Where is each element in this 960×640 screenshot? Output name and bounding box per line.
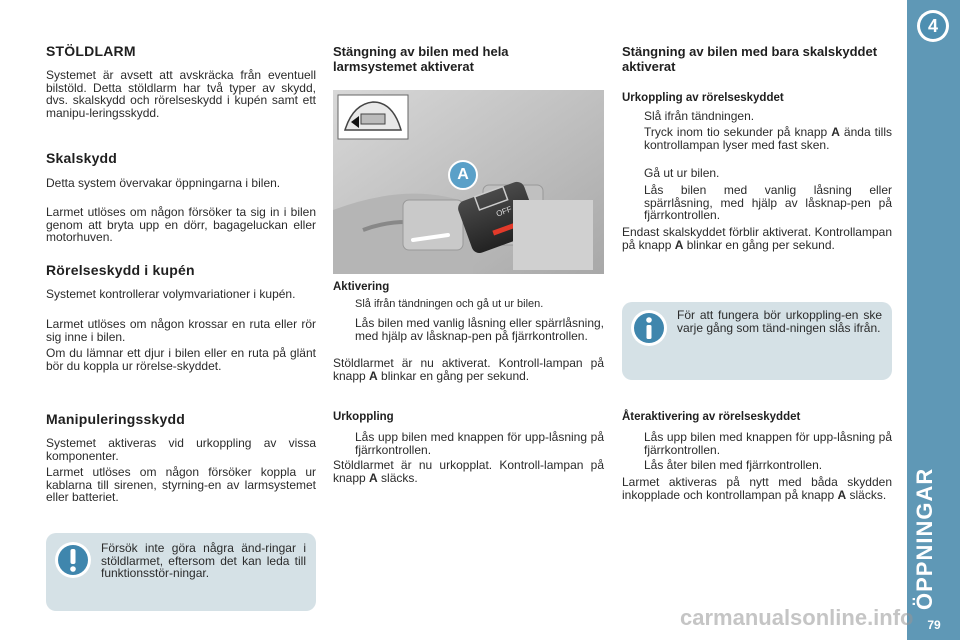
aktivering-heading: Aktivering <box>333 281 390 293</box>
urk-b3: Gå ut ur bilen. <box>644 166 720 180</box>
urk-b4: Lås bilen med vanlig låsning eller spärrlåsning, med hjälp av låsknap-pen på fjärrkontrollen. <box>644 183 892 222</box>
col3-title: Stängning av bilen med bara skalskyddet aktiverat <box>622 44 878 74</box>
urk-heading: Urkoppling av rörelseskyddet <box>622 92 784 104</box>
text: släcks. <box>377 470 418 485</box>
list-item <box>622 126 892 151</box>
text: Stöldlarmet är nu aktiverat. Kontroll-lampan på knapp <box>333 356 604 383</box>
list-item <box>622 431 892 456</box>
info-box <box>622 302 892 380</box>
list-item <box>333 317 604 342</box>
chapter-badge <box>917 10 949 42</box>
skalskydd-heading: Skalskydd <box>46 150 118 166</box>
manip-p2: Larmet utlöses om någon försöker koppla ur kablarna till sirenen, styrning-en av larmsystemet eller batteriet. <box>46 465 316 504</box>
warning-box <box>46 533 316 611</box>
skalskydd-p2: Larmet utlöses om någon försöker ta sig in i bilen genom att bryta upp en dörr, bagageluckan eller motorhuven. <box>46 205 316 244</box>
button-ref: A <box>831 125 840 139</box>
info-text: För att fungera bör urkoppling-en ske varje gång som tänd-ningen slås ifrån. <box>677 308 882 335</box>
list-item <box>622 167 892 180</box>
bullet-icon <box>622 431 644 456</box>
watermark: carmanualsonline.info <box>680 605 914 630</box>
intro-text: Systemet är avsett att avskräcka från eventuell bilstöld. Detta stöldlarm har två typer av skydd, dvs. skalskydd och rörelseskydd i kupén samt ett manipu-leringsskydd. <box>46 68 316 120</box>
text: Stöldlarmet är nu urkopplat. Kontroll-lampan på knapp <box>333 458 604 485</box>
ater-b1: Lås upp bilen med knappen för upp-låsning på fjärrkontrollen. <box>644 430 892 457</box>
bullet-icon <box>333 317 355 342</box>
chapter-title <box>912 450 952 610</box>
ater-b2: Lås åter bilen med fjärrkontrollen. <box>644 458 823 472</box>
list-item <box>622 110 892 123</box>
aktivering-p1 <box>333 357 604 382</box>
off-label: OFF <box>494 204 514 219</box>
button-ref: A <box>837 487 847 502</box>
bullet-icon <box>622 167 644 180</box>
warning-text: Försök inte göra några änd-ringar i stöldlarmet, eftersom det kan leda till funktionsstör-ningar. <box>101 541 306 580</box>
ater-p1 <box>622 476 892 501</box>
urkoppling-heading: Urkoppling <box>333 411 394 423</box>
chapter-title-text: ÖPPNINGAR <box>912 467 937 610</box>
text: ända tills kontrollampan lyser med fast sken. <box>644 125 892 152</box>
text: Larmet aktiveras på nytt med båda skydden inkopplade och kontrollampan på knapp <box>622 475 892 502</box>
rorelse-heading: Rörelseskydd i kupén <box>46 262 195 278</box>
text: blinkar en gång per sekund. <box>377 368 530 383</box>
rorelse-p1: Systemet kontrollerar volymvariationer i kupén. <box>46 287 296 301</box>
bullet-icon <box>622 184 644 222</box>
skalskydd-p1: Detta system övervakar öppningarna i bilen. <box>46 176 281 190</box>
bullet-icon <box>333 298 355 311</box>
button-ref: A <box>369 368 378 383</box>
text: Endast skalskyddet förblir aktiverat. Kontrollampan på knapp <box>622 225 892 252</box>
text: blinkar en gång per sekund. <box>683 237 835 252</box>
bullet-icon <box>622 459 644 472</box>
button-ref: A <box>369 470 378 485</box>
urkoppling-b1: Lås upp bilen med knappen för upp-låsning på fjärrkontrollen. <box>355 430 604 457</box>
manip-p1: Systemet aktiveras vid urkoppling av vissa komponenter. <box>46 436 316 463</box>
section-title: STÖLDLARM <box>46 43 136 59</box>
bullet-icon <box>622 110 644 123</box>
aktivering-b2: Lås bilen med vanlig låsning eller spärrlåsning, med hjälp av låsknap-pen på fjärrkontrollen. <box>355 316 604 343</box>
list-item <box>622 184 892 222</box>
button-ref: A <box>674 237 684 252</box>
alarm-button-photo <box>333 90 604 274</box>
urk-b2 <box>644 126 892 151</box>
marker-a: A <box>448 160 478 190</box>
bullet-icon <box>622 126 644 151</box>
list-item <box>333 431 604 456</box>
bullet-icon <box>333 431 355 456</box>
aktivering-b1: Slå ifrån tändningen och gå ut ur bilen. <box>355 298 544 310</box>
list-item <box>333 298 604 311</box>
text: Tryck inom tio sekunder på knapp <box>644 125 832 139</box>
manip-heading: Manipuleringsskydd <box>46 411 185 427</box>
list-item <box>622 459 892 472</box>
urkoppling-p1 <box>333 459 604 484</box>
ater-heading: Återaktivering av rörelseskyddet <box>622 411 801 423</box>
rorelse-p2: Larmet utlöses om någon krossar en ruta eller rör sig inne i bilen. <box>46 317 316 344</box>
text: släcks. <box>846 487 887 502</box>
rorelse-p3: Om du lämnar ett djur i bilen eller en ruta på glänt bör du koppla ur rörelse-skyddet. <box>46 346 316 373</box>
col2-title: Stängning av bilen med hela larmsystemet aktiverat <box>333 44 509 74</box>
warning-icon <box>54 541 92 579</box>
page-number: 79 <box>927 618 941 632</box>
info-icon <box>630 309 668 347</box>
urk-b1: Slå ifrån tändningen. <box>644 109 755 123</box>
urk-p1 <box>622 226 892 251</box>
chapter-number: 4 <box>920 13 946 39</box>
